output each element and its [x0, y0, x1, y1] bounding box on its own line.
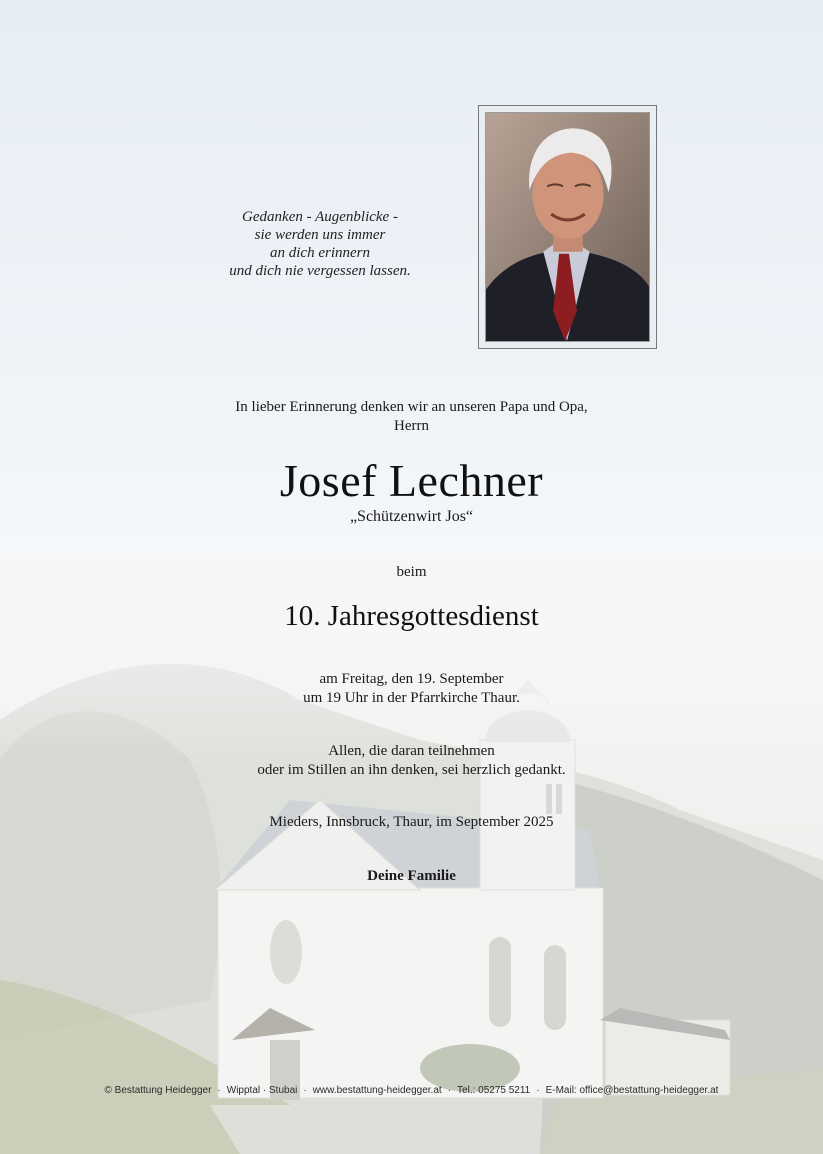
intro-line: In lieber Erinnerung denken wir an unseren Papa und Opa, — [235, 399, 588, 415]
footer — [0, 1084, 823, 1098]
footer-email-link[interactable]: E-Mail: office@bestattung-heidegger.at — [545, 1085, 719, 1096]
quote-line: Gedanken - Augenblicke - — [242, 209, 398, 225]
intro-line: Herrn — [394, 418, 429, 434]
portrait-photo — [485, 112, 650, 342]
event-place: um 19 Uhr in der Pfarrkirche Thaur. — [303, 690, 520, 706]
event-title: 10. Jahresgottesdienst — [284, 600, 539, 632]
footer-phone: Tel.: 05275 5211 — [457, 1085, 531, 1096]
intro-text — [0, 398, 823, 436]
quote-line: an dich erinnern — [270, 245, 370, 261]
thanks-text — [0, 742, 823, 780]
footer-region: Wipptal · Stubai — [226, 1085, 298, 1096]
memorial-quote — [190, 208, 450, 280]
quote-line: und dich nie vergessen lassen. — [229, 263, 411, 279]
footer-separator: · — [217, 1085, 221, 1096]
place-date: Mieders, Innsbruck, Thaur, im September 2025 — [269, 814, 554, 830]
portrait-frame — [478, 105, 657, 349]
thanks-line: Allen, die daran teilnehmen — [328, 743, 495, 759]
quote-line: sie werden uns immer — [254, 227, 386, 243]
footer-company: © Bestattung Heidegger — [104, 1085, 212, 1096]
beim-text: beim — [396, 564, 427, 580]
deceased-name: Josef Lechner — [279, 455, 544, 506]
footer-separator: · — [303, 1085, 307, 1096]
deceased-nickname: „Schützenwirt Jos“ — [349, 508, 474, 525]
footer-separator: · — [536, 1085, 540, 1096]
footer-website-link[interactable]: www.bestattung-heidegger.at — [312, 1085, 442, 1096]
footer-separator: · — [447, 1085, 452, 1096]
signature: Deine Familie — [367, 868, 456, 884]
event-details — [0, 670, 823, 708]
event-date: am Freitag, den 19. September — [319, 671, 504, 687]
thanks-line: oder im Stillen an ihn denken, sei herzlich gedankt. — [257, 762, 566, 778]
